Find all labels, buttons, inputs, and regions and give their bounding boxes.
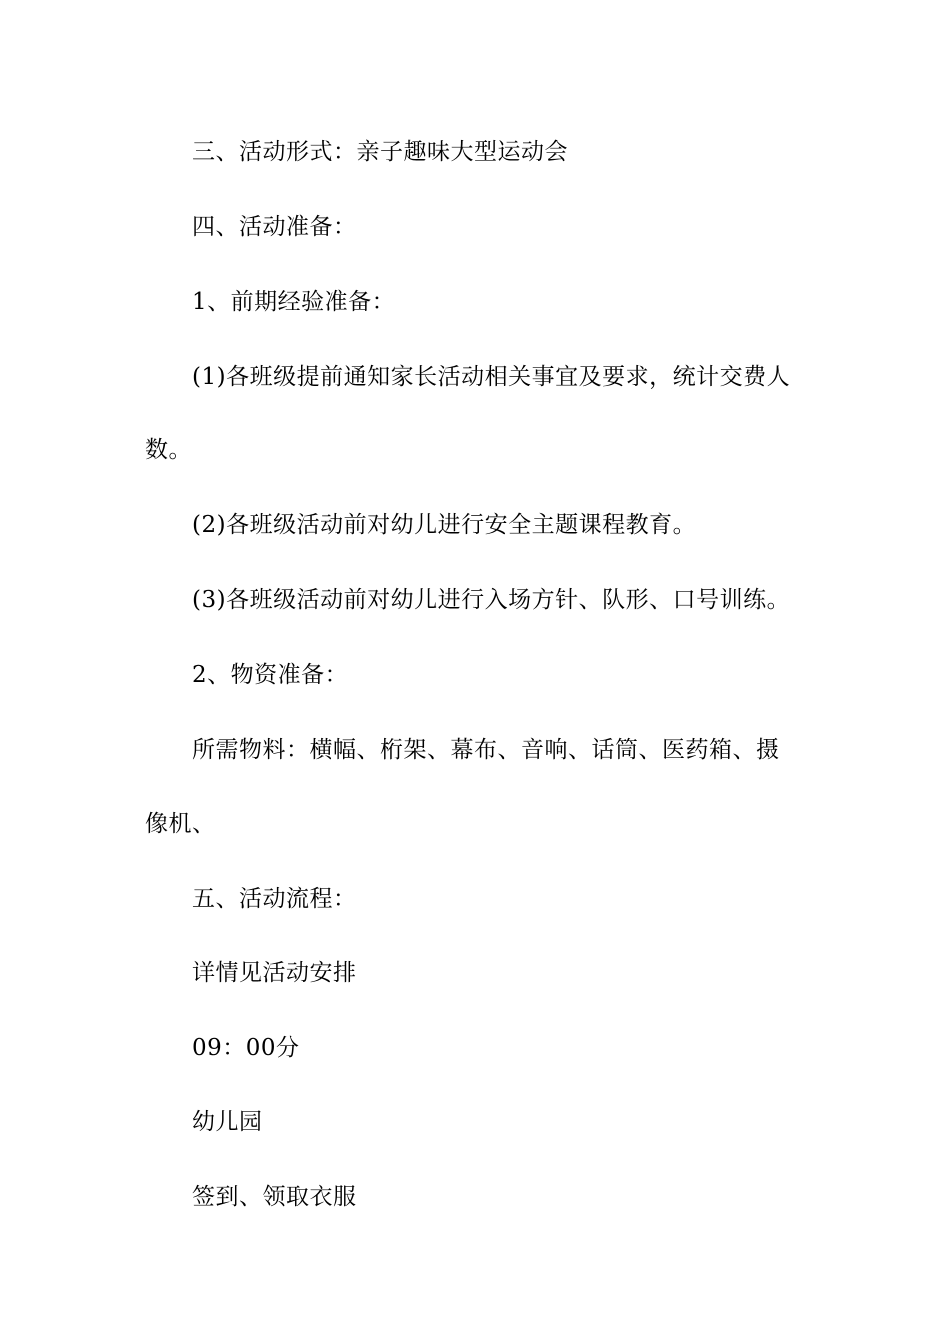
schedule-time: 09：00分 bbox=[192, 1035, 300, 1061]
schedule-activity: 签到、领取衣服 bbox=[192, 1184, 357, 1210]
section-3-heading: 三、活动形式：亲子趣味大型运动会 bbox=[192, 139, 568, 165]
section-4-heading: 四、活动准备： bbox=[192, 214, 357, 240]
item-2-text: (2)各班级活动前对幼儿进行安全主题课程教育。 bbox=[192, 512, 697, 538]
section-5-heading: 五、活动流程： bbox=[192, 886, 357, 912]
schedule-location: 幼儿园 bbox=[192, 1109, 263, 1135]
item-3-text: (3)各班级活动前对幼儿进行入场方针、队形、口号训练。 bbox=[192, 587, 791, 613]
materials-text-continuation: 像机、 bbox=[145, 811, 216, 837]
materials-text: 所需物料：横幅、桁架、幕布、音响、话筒、医药箱、摄 bbox=[192, 737, 780, 763]
subsection-1-heading: 1、前期经验准备： bbox=[192, 289, 396, 315]
item-1-text: (1)各班级提前通知家长活动相关事宜及要求，统计交费人 bbox=[192, 364, 791, 390]
item-1-text-continuation: 数。 bbox=[145, 437, 192, 463]
schedule-note: 详情见活动安排 bbox=[192, 960, 357, 986]
subsection-2-heading: 2、物资准备： bbox=[192, 662, 349, 688]
